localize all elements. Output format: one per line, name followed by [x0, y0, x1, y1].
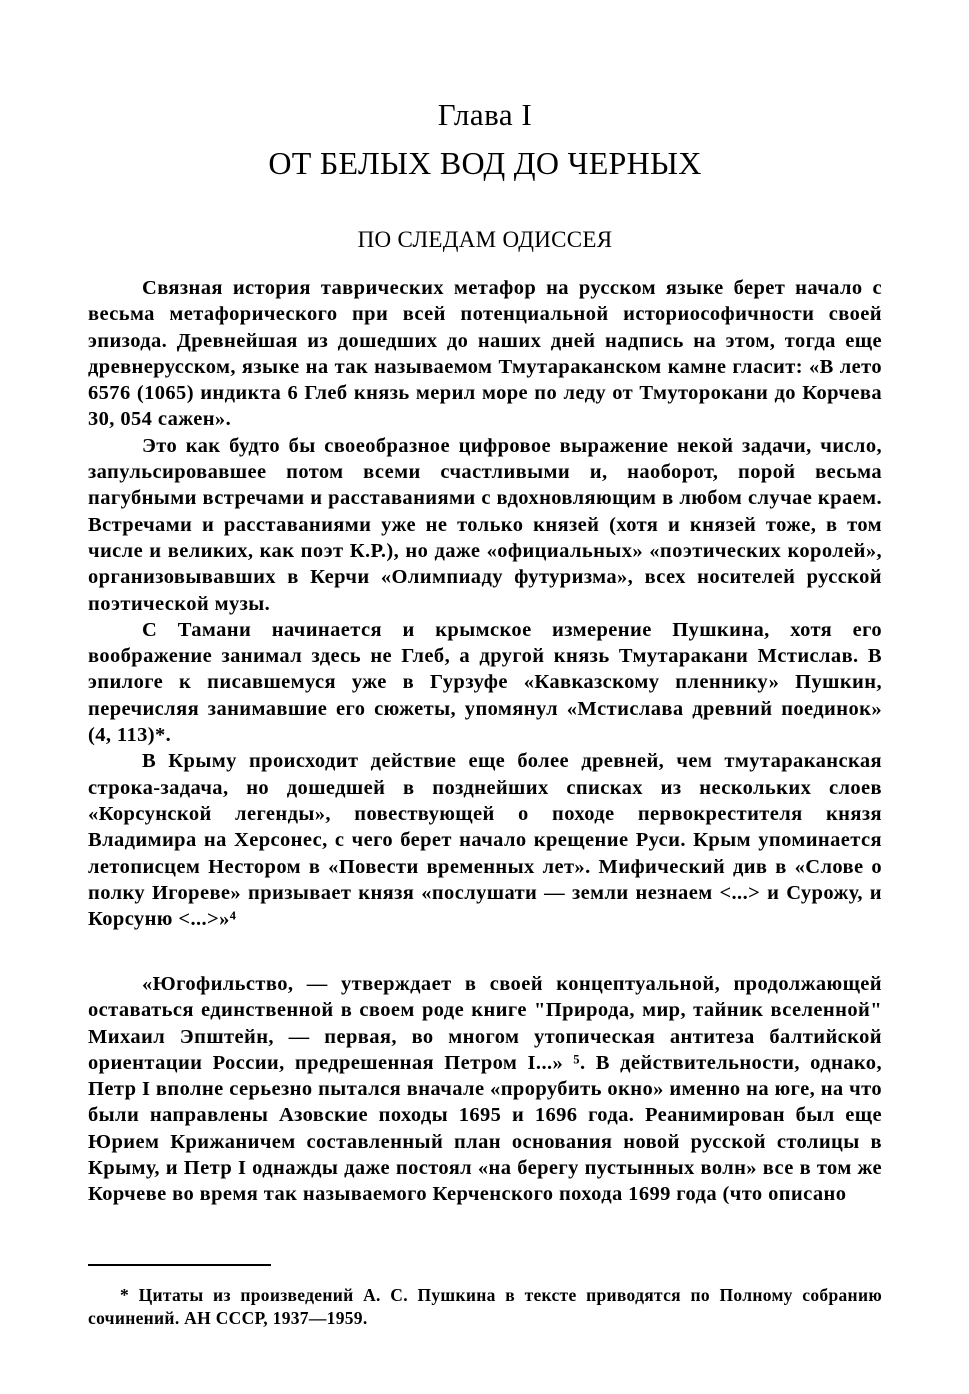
paragraph: В Крыму происходит действие еще более древней, чем тмутараканская строка-задача, но дошедшей в позднейших списках из нескольких слоев «Корсунской легенды», повествующей о походе первокрестителя князя Владимира на Херсонес, с чего берет начало крещение Руси. Крым упоминается летописцем Нестором в «Повести временных лет». Мифический див в «Слове о полку Игореве» призывает князя «послушати — земли незнаем <...> и Сурожу, и Корсуню <...>»⁴	[88, 750, 882, 931]
chapter-label: Глава I	[437, 97, 533, 132]
footnote-text: * Цитаты из произведений А. С. Пушкина в тексте приводятся по Полному собранию сочинений. АН СССР, 1937—1959.	[88, 1285, 882, 1328]
footnote	[88, 1284, 882, 1330]
paragraph: Это как будто бы своеобразное цифровое выражение некой задачи, число, запульсировавшее потом всеми счастливыми и, наоборот, порой весьма пагубными встречами и расставаниями с вдохновляющим в любом случае краем. Встречами и расставаниями уже не только князей (хотя и князей тоже, в том числе и великих, как поэт К.Р.), но даже «официальных» «поэтических королей», организовывавших в Керчи «Олимпиаду футуризма», всех носителей русской поэтической музы.	[88, 434, 882, 615]
body-text-block	[88, 971, 882, 1208]
paragraph: «Югофильство, — утверждает в своей концептуальной, продолжающей оставаться единственной в своем роде книге "Природа, мир, тайник вселенной" Михаил Эпштейн, — первая, во многом утопическая антитеза балтийской ориентации России, предрешенная Петром I...» ⁵. В действительности, однако, Петр I вполне серьезно пытался вначале «прорубить окно» именно на юге, на что были направлены Азовские походы 1695 и 1696 года. Реанимирован был еще Юрием Крижаничем составленный план основания новой русской столицы в Крыму, и Петр I однажды даже постоял «на берегу пустынных волн» все в том же Корчеве во время так называемого Керченского похода 1699 года (что описано	[88, 973, 882, 1206]
footnote-divider	[88, 1264, 271, 1266]
paragraph: Связная история таврических метафор на русском языке берет начало с весьма метафорического при всей потенциальной историософичности своей эпизода. Древнейшая из дошедших до наших дней надпись на этом, тогда еще древнерусском, языке на так называемом Тмутараканском камне гласит: «В лето 6576 (1065) индикта 6 Глеб князь мерил море по леду от Тмуторокани до Корчева 30, 054 сажен».	[88, 277, 882, 431]
section-title: ПО СЛЕДАМ ОДИССЕЯ	[357, 227, 613, 252]
body-text-block	[88, 275, 882, 932]
chapter-title: ОТ БЕЛЫХ ВОД ДО ЧЕРНЫХ	[268, 145, 702, 181]
paragraph: С Тамани начинается и крымское измерение Пушкина, хотя его воображение занимал здесь не Глеб, а другой князь Тмутаракани Мстислав. В эпилоге к писавшемуся уже в Гурзуфе «Кавказскому пленнику» Пушкин, перечисляя занимавшие его сюжеты, упомянул «Мстислава древний поединок» (4, 113)*.	[88, 618, 882, 747]
